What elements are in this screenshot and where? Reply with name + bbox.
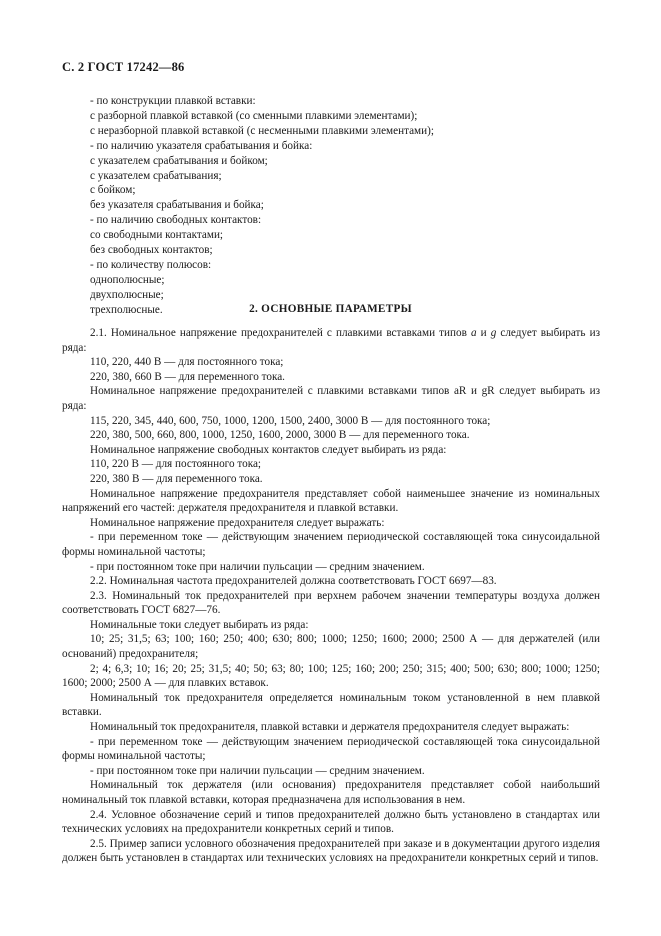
list-item: с бойком;: [90, 184, 136, 197]
paragraph-2-5: 2.5. Пример записи условного обозначения предохранителей при заказе и в документации другого изделия должен быть установлен в стандартах или технических условиях на предохранители конкретных серий и типов.: [62, 837, 600, 865]
list-item: трехполюсные.: [90, 303, 163, 316]
paragraph: Номинальное напряжение предохранителя следует выражать:: [90, 516, 385, 529]
paragraph: Номинальный ток держателя (или основания) предохранителя представляет собой наибольший номинальный ток плавкой вставки, которая предназначена для использования в нем.: [62, 779, 600, 806]
list-item: с неразборной плавкой вставкой (с несменными плавкими элементами);: [90, 124, 434, 137]
paragraph: - при переменном токе — действующим значением периодической составляющей тока синусоидальной формы номинальной частоты;: [62, 735, 600, 763]
paragraph: 10; 25; 31,5; 63; 100; 160; 250; 400; 630; 800; 1000; 1250; 1600; 2000; 2500 А — для держателей (или оснований) предохранителя;: [62, 633, 600, 661]
paragraph-text: и: [476, 327, 491, 339]
paragraph: Номинальное напряжение предохранителя представляет собой наименьшее значение из номинальных напряжений его частей: держателя предохранителя и плавкой вставки.: [62, 487, 600, 515]
section-title: 2. ОСНОВНЫЕ ПАРАМЕТРЫ: [249, 303, 412, 315]
list-item: однополюсные;: [90, 273, 165, 286]
paragraph: Номинальный ток предохранителя, плавкой вставки и держателя предохранителя следует выражать:: [90, 721, 570, 734]
section-body: [62, 326, 600, 866]
list-item: без свободных контактов;: [90, 244, 213, 257]
paragraph: Номинальное напряжение предохранителей с плавкими вставками типов aR и gR следует выбирать из ряда:: [62, 385, 600, 412]
paragraph: - при переменном токе — действующим значением периодической составляющей тока синусоидальной формы номинальной частоты;: [62, 531, 600, 558]
list-item: - по количеству полюсов:: [90, 258, 212, 271]
type-g-label: g: [490, 327, 497, 339]
paragraph-text: следует выбирать из ряда:: [62, 327, 600, 354]
list-item: - по конструкции плавкой вставки:: [90, 95, 256, 107]
paragraph: 115, 220, 345, 440, 600, 750, 1000, 1200, 1500, 2400, 3000 В — для постоянного тока;: [90, 414, 491, 427]
paragraph: 220, 380, 660 В — для переменного тока.: [90, 370, 285, 383]
page-header: С. 2 ГОСТ 17242—86: [62, 60, 185, 74]
list-item: без указателя срабатывания и бойка;: [90, 199, 264, 212]
list-item: - по наличию свободных контактов:: [90, 214, 262, 227]
paragraph: Номинальное напряжение свободных контактов следует выбирать из ряда:: [90, 443, 447, 456]
paragraph: Номинальные токи следует выбирать из ряда:: [90, 618, 309, 631]
list-item: двухполюсные;: [90, 288, 164, 301]
list-item: с указателем срабатывания и бойком;: [90, 154, 268, 167]
paragraph: 220, 380, 500, 660, 800, 1000, 1250, 1600, 2000, 3000 В — для переменного тока.: [90, 429, 470, 442]
paragraph-text: 2.1. Номинальное напряжение предохранителей с плавкими вставками типов: [90, 327, 471, 339]
paragraph-2-4: 2.4. Условное обозначение серий и типов предохранителей должно быть установлено в стандартах или технических условиях на предохранители конкретных серий и типов.: [62, 808, 600, 836]
paragraph-2-3: 2.3. Номинальный ток предохранителей при верхнем рабочем значении температуры воздуха должен соответствовать ГОСТ 6827—76.: [62, 589, 600, 617]
paragraph-2-1: [62, 326, 600, 355]
paragraph: - при постоянном токе при наличии пульсации — средним значением.: [90, 764, 425, 777]
paragraph: - при постоянном токе при наличии пульсации — средним значением.: [90, 560, 425, 573]
paragraph: 110, 220 В — для постоянного тока;: [90, 458, 262, 471]
paragraph-2-2: 2.2. Номинальная частота предохранителей должна соответствовать ГОСТ 6697—83.: [90, 575, 497, 588]
list-item: с указателем срабатывания;: [90, 169, 222, 182]
paragraph: 2; 4; 6,3; 10; 16; 20; 25; 31,5; 40; 50; 63; 80; 100; 125; 160; 200; 250; 315; 400; 500; 630; 800; 1000; 1250; 1600; 2000; 2500 А — для плавких вставок.: [62, 662, 600, 690]
type-a-label: a: [470, 327, 477, 339]
list-item: - по наличию указателя срабатывания и бойка:: [90, 139, 313, 152]
paragraph: 110, 220, 440 В — для постоянного тока;: [90, 356, 284, 369]
paragraph: Номинальный ток предохранителя определяется номинальным током установленной в нем плавкой вставки.: [62, 691, 600, 719]
list-item: со свободными контактами;: [90, 229, 224, 242]
paragraph: 220, 380 В — для переменного тока.: [90, 472, 263, 485]
list-item: с разборной плавкой вставкой (со сменными плавкими элементами);: [90, 109, 418, 122]
classification-list: [90, 94, 610, 318]
